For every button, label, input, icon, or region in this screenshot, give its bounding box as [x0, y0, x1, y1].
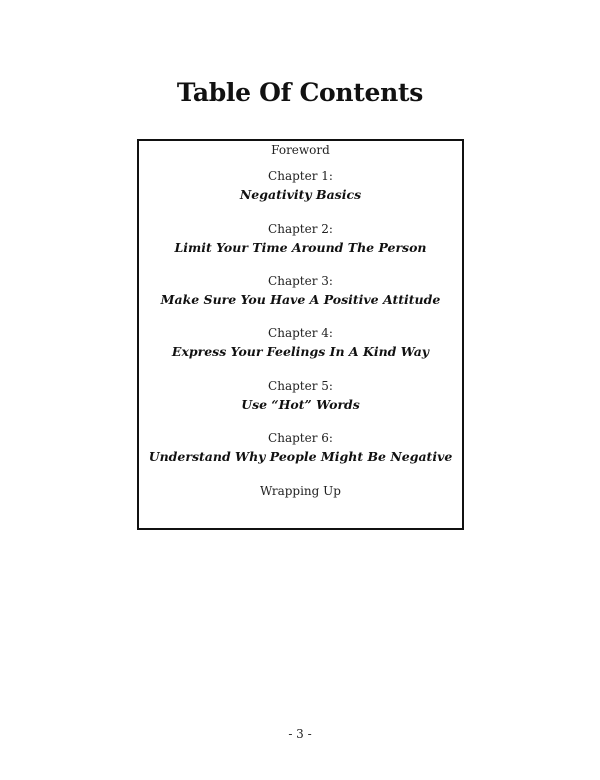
- chapter-title: Express Your Feelings In A Kind Way: [171, 344, 430, 359]
- toc-item-chapter-1: [139, 168, 462, 204]
- toc-item-foreword: Foreword: [271, 143, 330, 157]
- chapter-title: Negativity Basics: [239, 187, 362, 202]
- toc-item-chapter-5: [139, 378, 462, 414]
- toc-item-chapter-3: [139, 273, 462, 309]
- toc-item-chapter-2: [139, 221, 462, 257]
- chapter-title: Use “Hot” Words: [241, 397, 360, 412]
- toc-item-chapter-4: [139, 325, 462, 361]
- chapter-number: Chapter 5:: [268, 379, 333, 393]
- chapter-title: Make Sure You Have A Positive Attitude: [160, 292, 441, 307]
- toc-item-wrapping-up: Wrapping Up: [260, 484, 341, 498]
- page-number: - 3 -: [288, 727, 312, 741]
- chapter-number: Chapter 4:: [268, 326, 333, 340]
- chapter-number: Chapter 3:: [268, 274, 333, 288]
- page-title: Table Of Contents: [176, 78, 424, 107]
- chapter-number: Chapter 6:: [268, 431, 333, 445]
- table-of-contents-box: [137, 139, 464, 530]
- chapter-title: Limit Your Time Around The Person: [174, 240, 427, 255]
- toc-item-chapter-6: [139, 430, 462, 466]
- chapter-title: Understand Why People Might Be Negative: [148, 449, 453, 464]
- chapter-number: Chapter 1:: [268, 169, 333, 183]
- chapter-number: Chapter 2:: [268, 222, 333, 236]
